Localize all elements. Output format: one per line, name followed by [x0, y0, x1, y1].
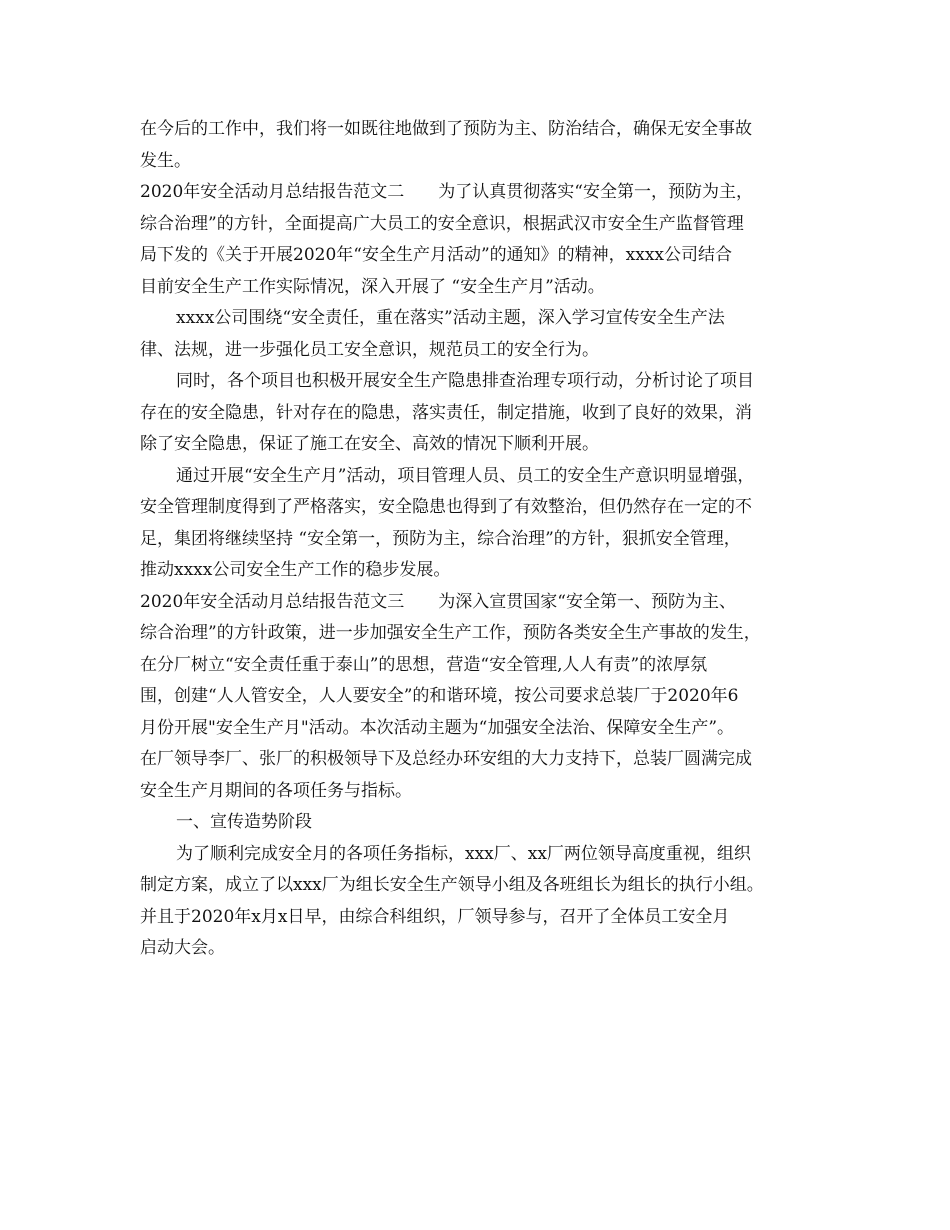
text-line: 在今后的工作中，我们将一如既往地做到了预防为主、防治结合，确保无安全事故	[140, 119, 752, 139]
paragraph-start-line: 通过开展“安全生产月”活动，项目管理人员、员工的安全生产意识明显增强，	[176, 465, 755, 486]
paragraph-start-line: xxxx公司围绕“安全责任，重在落实”活动主题，深入学习宣传安全生产法	[176, 308, 725, 328]
text-line: 围，创建“人人管安全，人人要安全”的和谐环境，按公司要求总装厂于2020年6	[140, 686, 739, 706]
text-line: 在厂领导李厂、张厂的积极领导下及总经办环安组的大力支持下，总装厂圆满完成	[140, 749, 752, 769]
text-line: 足，集团将继续坚持 “安全第一，预防为主，综合治理”的方针，狠抓安全管理，	[140, 528, 741, 549]
text-line: 月份开展"安全生产月"活动。本次活动主题为“加强安全法治、保障安全生产”。	[140, 717, 735, 738]
text-line: 律、法规，进一步强化员工安全意识，规范员工的安全行为。	[140, 339, 599, 360]
paragraph-start-line: 为了顺利完成安全月的各项任务指标，xxx厂、xx厂两位领导高度重视，组织	[176, 843, 751, 864]
text-line: 安全管理制度得到了严格落实，安全隐患也得到了有效整治，但仍然存在一定的不	[140, 497, 752, 517]
text-line: 综合治理”的方针，全面提高广大员工的安全意识，根据武汉市安全生产监督管理	[140, 213, 744, 234]
text-line: 安全生产月期间的各项任务与指标。	[140, 780, 412, 801]
text-line: 制定方案，成立了以xxx厂为组长安全生产领导小组及各班组长为组长的执行小组。	[140, 875, 764, 895]
section-heading-line: 2020年安全活动月总结报告范文二 为了认真贯彻落实“安全第一，预防为主，	[140, 182, 753, 202]
text-line: 推动xxxx公司安全生产工作的稳步发展。	[140, 560, 451, 580]
text-line: 发生。	[140, 150, 191, 171]
text-line: 启动大会。	[140, 938, 225, 958]
section-heading-line: 2020年安全活动月总结报告范文三 为深入宣贯国家“安全第一、预防为主、	[140, 591, 736, 612]
text-line: 存在的安全隐患，针对存在的隐患，落实责任，制定措施，收到了良好的效果，消	[140, 402, 752, 423]
document-body	[140, 114, 820, 965]
text-line: 局下发的《关于开展2020年“安全生产月活动”的通知》的精神，xxxx公司结合	[140, 245, 732, 265]
text-line: 在分厂树立“安全责任重于泰山”的思想，营造“安全管理,人人有责”的浓厚氛	[140, 654, 708, 675]
text-line: 并且于2020年x月x日早，由综合科组织，厂领导参与，召开了全体员工安全月	[140, 906, 730, 927]
subsection-heading: 一、宣传造势阶段	[176, 812, 312, 832]
text-line: 综合治理”的方针政策，进一步加强安全生产工作，预防各类安全生产事故的发生，	[140, 623, 761, 643]
text-line: 目前安全生产工作实际情况，深入开展了 “安全生产月”活动。	[140, 276, 605, 297]
text-line: 除了安全隐患，保证了施工在安全、高效的情况下顺利开展。	[140, 434, 599, 454]
paragraph-start-line: 同时，各个项目也积极开展安全生产隐患排查治理专项行动，分析讨论了项目	[176, 371, 754, 391]
